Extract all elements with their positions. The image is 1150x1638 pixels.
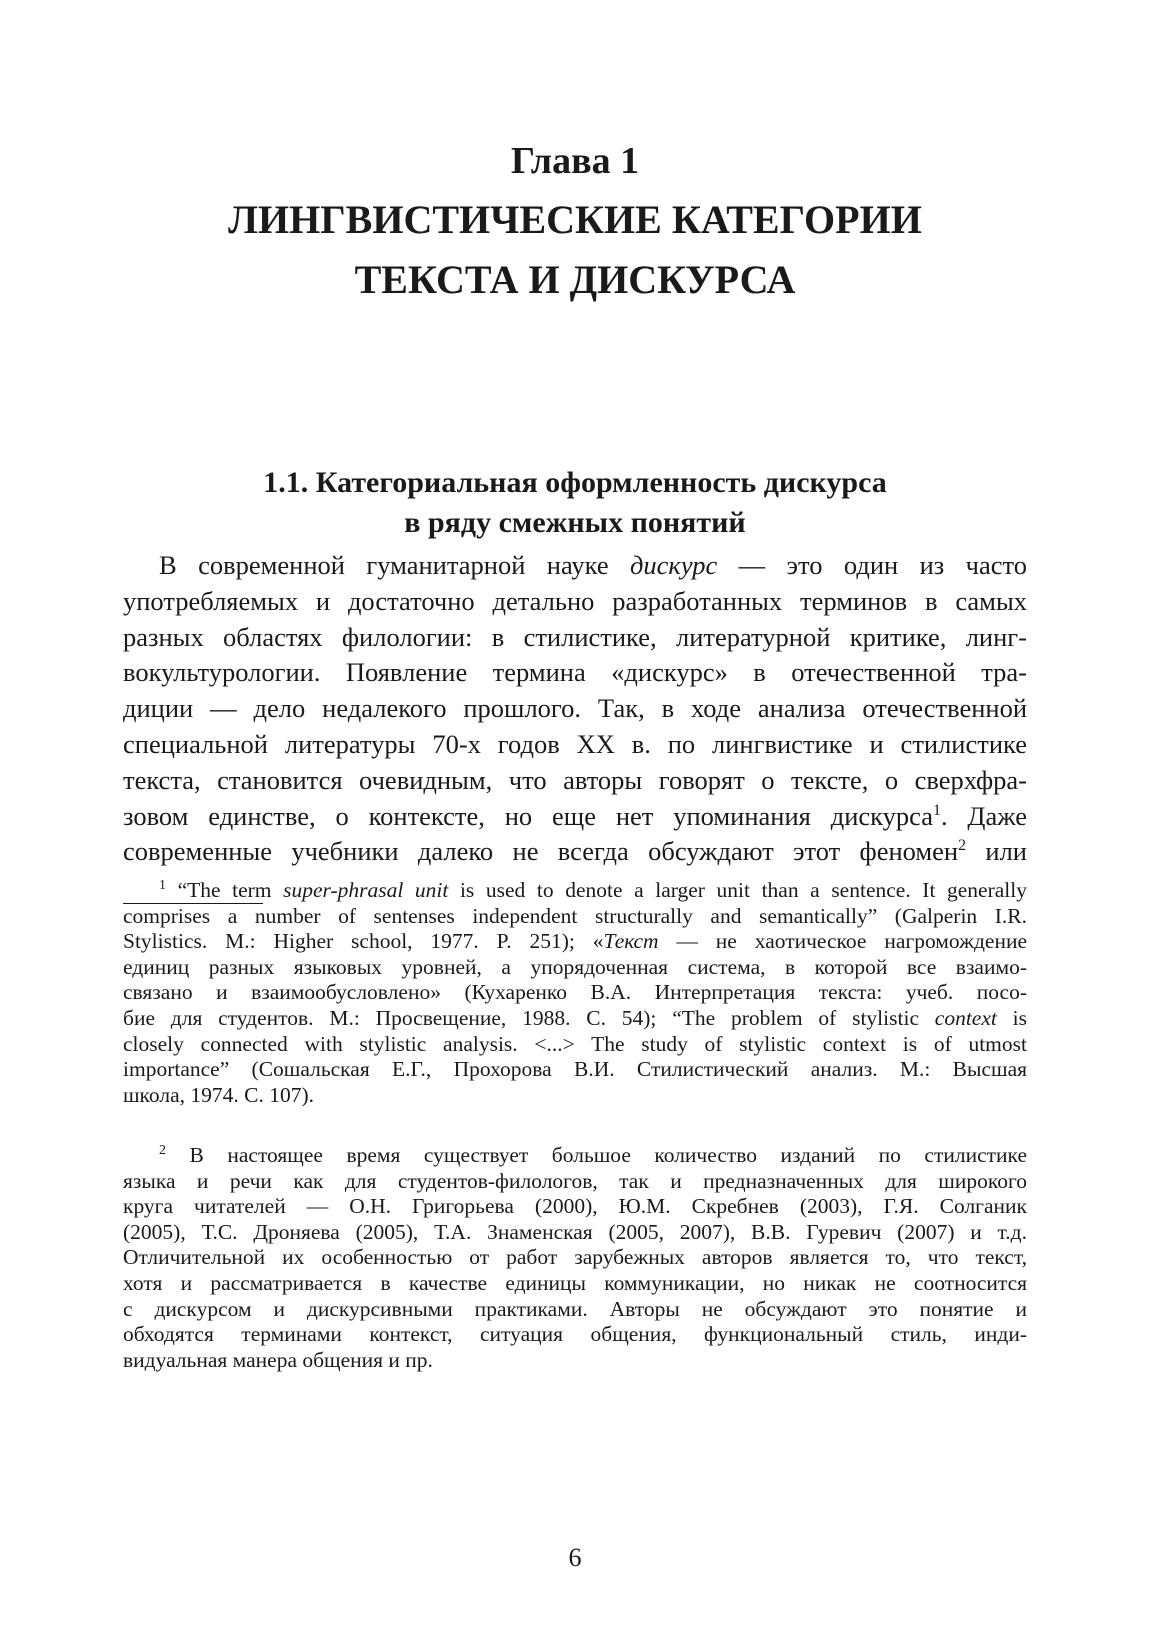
body-line: текста, становится очевидным, что авторы говорят о тексте, о сверхфра-	[123, 764, 1027, 795]
body-line: диции — дело недалекого прошлого. Так, в ходе анализа отечественной	[123, 693, 1027, 724]
footnote-text: — не хаотическое нагромождение	[658, 929, 1028, 954]
footnote-text-italic: super-phrasal unit	[283, 878, 449, 902]
footnote-text-italic: Текст	[603, 929, 659, 954]
footnote-line: связано и взаимообусловлено» (Кухаренко В.А. Интерпретация текста: учеб. посо-	[123, 980, 1027, 1005]
footnote-line: круга читателей — О.Н. Григорьева (2000), Ю.М. Скребнев (2003), Г.Я. Солганик	[123, 1194, 1027, 1219]
body-line	[123, 799, 1027, 835]
body-line: специальной литературы 70-х годов XX в. по лингвистике и стилистике	[123, 729, 1027, 759]
chapter-title-line-1: ЛИНГВИСТИЧЕСКИЕ КАТЕГОРИИ	[228, 197, 922, 242]
footnote-line: с дискурсом и дискурсивными практиками. Авторы не обсуждают это понятие и	[123, 1296, 1027, 1321]
footnote-text: Stylistics. M.: Higher school, 1977. P. 251); «	[123, 929, 604, 954]
footnote-line: школа, 1974. С. 107).	[123, 1082, 315, 1107]
body-line	[123, 834, 1027, 870]
footnote-line	[123, 1143, 1027, 1169]
footnote-ref-1[interactable]: 1	[932, 801, 941, 819]
section-title-line-2: в ряду смежных понятий	[404, 506, 746, 539]
footnote-line: видуальная манера общения и пр.	[123, 1347, 433, 1372]
footnote-text: is	[996, 1006, 1027, 1030]
chapter-label: Глава 1	[510, 140, 640, 182]
footnote-line: closely connected with stylistic analysis. <...> The study of stylistic context is of utmost	[123, 1031, 1027, 1056]
footnote-line	[123, 929, 1027, 955]
footnote-text: “The term	[165, 878, 284, 902]
page-number: 6	[568, 1543, 582, 1572]
footnote-ref-2[interactable]: 2	[958, 837, 967, 855]
footnote-line: importance” (Сошальская Е.Г., Прохорова В.И. Стилистический анализ. М.: Высшая	[123, 1057, 1027, 1082]
footnote-number: 2	[159, 1142, 166, 1158]
footnote-text: В настоящее время существует большое количество изданий по стилистике	[165, 1143, 1027, 1167]
footnote-text: is used to denote a larger unit than a sentence. It generally	[448, 878, 1027, 902]
body-text: В современной гуманитарной науке	[159, 550, 631, 580]
footnote-text: бие для студентов. М.: Просвещение, 1988. С. 54); “The problem of stylistic	[123, 1006, 935, 1030]
body-text: — это один из часто	[717, 550, 1027, 580]
footnote-number: 1	[159, 877, 166, 893]
body-text: современные учебники далеко не всегда обсуждают этот феномен	[123, 836, 959, 867]
footnote-line	[123, 878, 1027, 904]
footnote-line: comprises a number of sentenses independent structurally and semantically” (Galperin I.R.	[123, 903, 1027, 928]
footnote-line: единиц разных языковых уровней, а упорядоченная система, в которой все взаимо-	[123, 954, 1027, 979]
footnote-line: (2005), Т.С. Дроняева (2005), Т.А. Знаменская (2005, 2007), В.В. Гуревич (2007) и т.д.	[123, 1219, 1027, 1244]
body-text: зовом единстве, о контексте, но еще нет упоминания дискурса	[123, 800, 933, 831]
footnote-line: Отличительной их особенностью от работ зарубежных авторов является то, что текст,	[123, 1245, 1027, 1270]
body-line: разных областях филологии: в стилистике, литературной критике, линг-	[123, 621, 1027, 652]
footnote-line: обходятся терминами контекст, ситуация общения, функциональный стиль, инди-	[123, 1322, 1027, 1347]
body-line	[123, 548, 1027, 584]
body-line: вокультурологии. Появление термина «дискурс» в отечественной тра-	[123, 657, 1027, 688]
body-text: или	[966, 836, 1027, 867]
section-title-line-1: 1.1. Категориальная оформленность дискурса	[263, 466, 887, 499]
body-line: употребляемых и достаточно детально разработанных терминов в самых	[123, 585, 1027, 616]
footnote-text-italic: context	[934, 1006, 997, 1030]
chapter-title-line-2: ТЕКСТА И ДИСКУРСА	[354, 257, 796, 302]
footnote-line	[123, 1006, 1027, 1032]
footnote-line: хотя и рассматривается в качестве единицы коммуникации, но никак не соотносится	[123, 1271, 1027, 1295]
footnote-line: языка и речи как для студентов-филологов, так и предназначенных для широкого	[123, 1168, 1027, 1193]
body-term-italic: дискурс	[630, 550, 718, 580]
body-text: . Даже	[940, 800, 1027, 831]
